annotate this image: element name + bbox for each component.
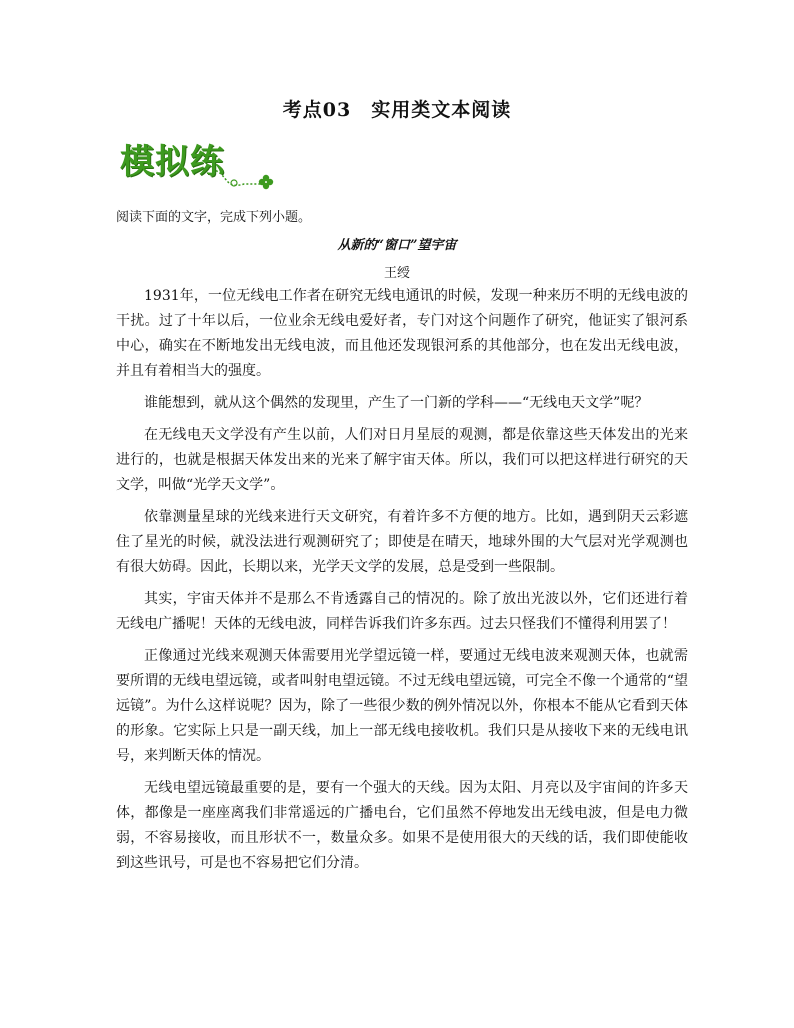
paragraph: 正像通过光线来观测天体需要用光学望远镜一样，要通过无线电波来观测天体，也就需要所谓的无线电望远镜，或者叫射电望远镜。不过无线电望远镜，可完全不像一个通常的“望远镜”。为什么这样说呢？因为，除了一些很少数的例外情况以外，你根本不能从它看到天体的形象。它实际上只是一副天线，加上一部无线电接收机。我们只是从接收下来的无线电讯号，来判断天体的情况。 [116, 648, 688, 764]
page-title: 考点03 实用类文本阅读 [282, 99, 512, 121]
logo-text: 模拟练 [120, 142, 225, 182]
article-title: 从新的“窗口”望宇宙 [337, 238, 457, 253]
paragraph: 依靠测量星球的光线来进行天文研究，有着许多不方便的地方。比如，遇到阴天云彩遮住了星光的时候，就没法进行观测研究了；即使是在晴天，地球外围的大气层对光学观测也有很大妨碍。因此，长期以来，光学天文学的发展，总是受到一些限制。 [116, 509, 688, 575]
instruction-text: 阅读下面的文字，完成下列小题。 [116, 210, 312, 225]
practice-logo [116, 140, 276, 196]
paragraph: 在无线电天文学没有产生以前，人们对日月星辰的观测，都是依靠这些天体发出的光来进行的，也就是根据天体发出来的光来了解宇宙天体。所以，我们可以把这样进行研究的天文学，叫做“光学天文学”。 [116, 427, 688, 493]
paragraph: 1931年，一位无线电工作者在研究无线电通讯的时候，发现一种来历不明的无线电波的干扰。过了十年以后，一位业余无线电爱好者，专门对这个问题作了研究，他证实了银河系中心，确实在不断地发出无线电波，而且他还发现银河系的其他部分，也在发出无线电波，并且有着相当大的强度。 [116, 288, 688, 379]
article-body [116, 284, 688, 883]
paragraph: 其实，宇宙天体并不是那么不肯透露自己的情况的。除了放出光波以外，它们还进行着无线电广播呢！天体的无线电波，同样告诉我们许多东西。过去只怪我们不懂得利用罢了！ [116, 591, 688, 632]
article-author: 王绶 [383, 266, 410, 281]
paragraph: 谁能想到，就从这个偶然的发现里，产生了一门新的学科——“无线电天文学”呢？ [144, 395, 649, 411]
paragraph: 无线电望远镜最重要的是，要有一个强大的天线。因为太阳、月亮以及宇宙间的许多天体，都像是一座座离我们非常遥远的广播电台，它们虽然不停地发出无线电波，但是电力微弱，不容易接收，而且形状不一，数量众多。如果不是使用很大的天线的话，我们即使能收到这些讯号，可是也不容易把它们分清。 [116, 780, 688, 871]
